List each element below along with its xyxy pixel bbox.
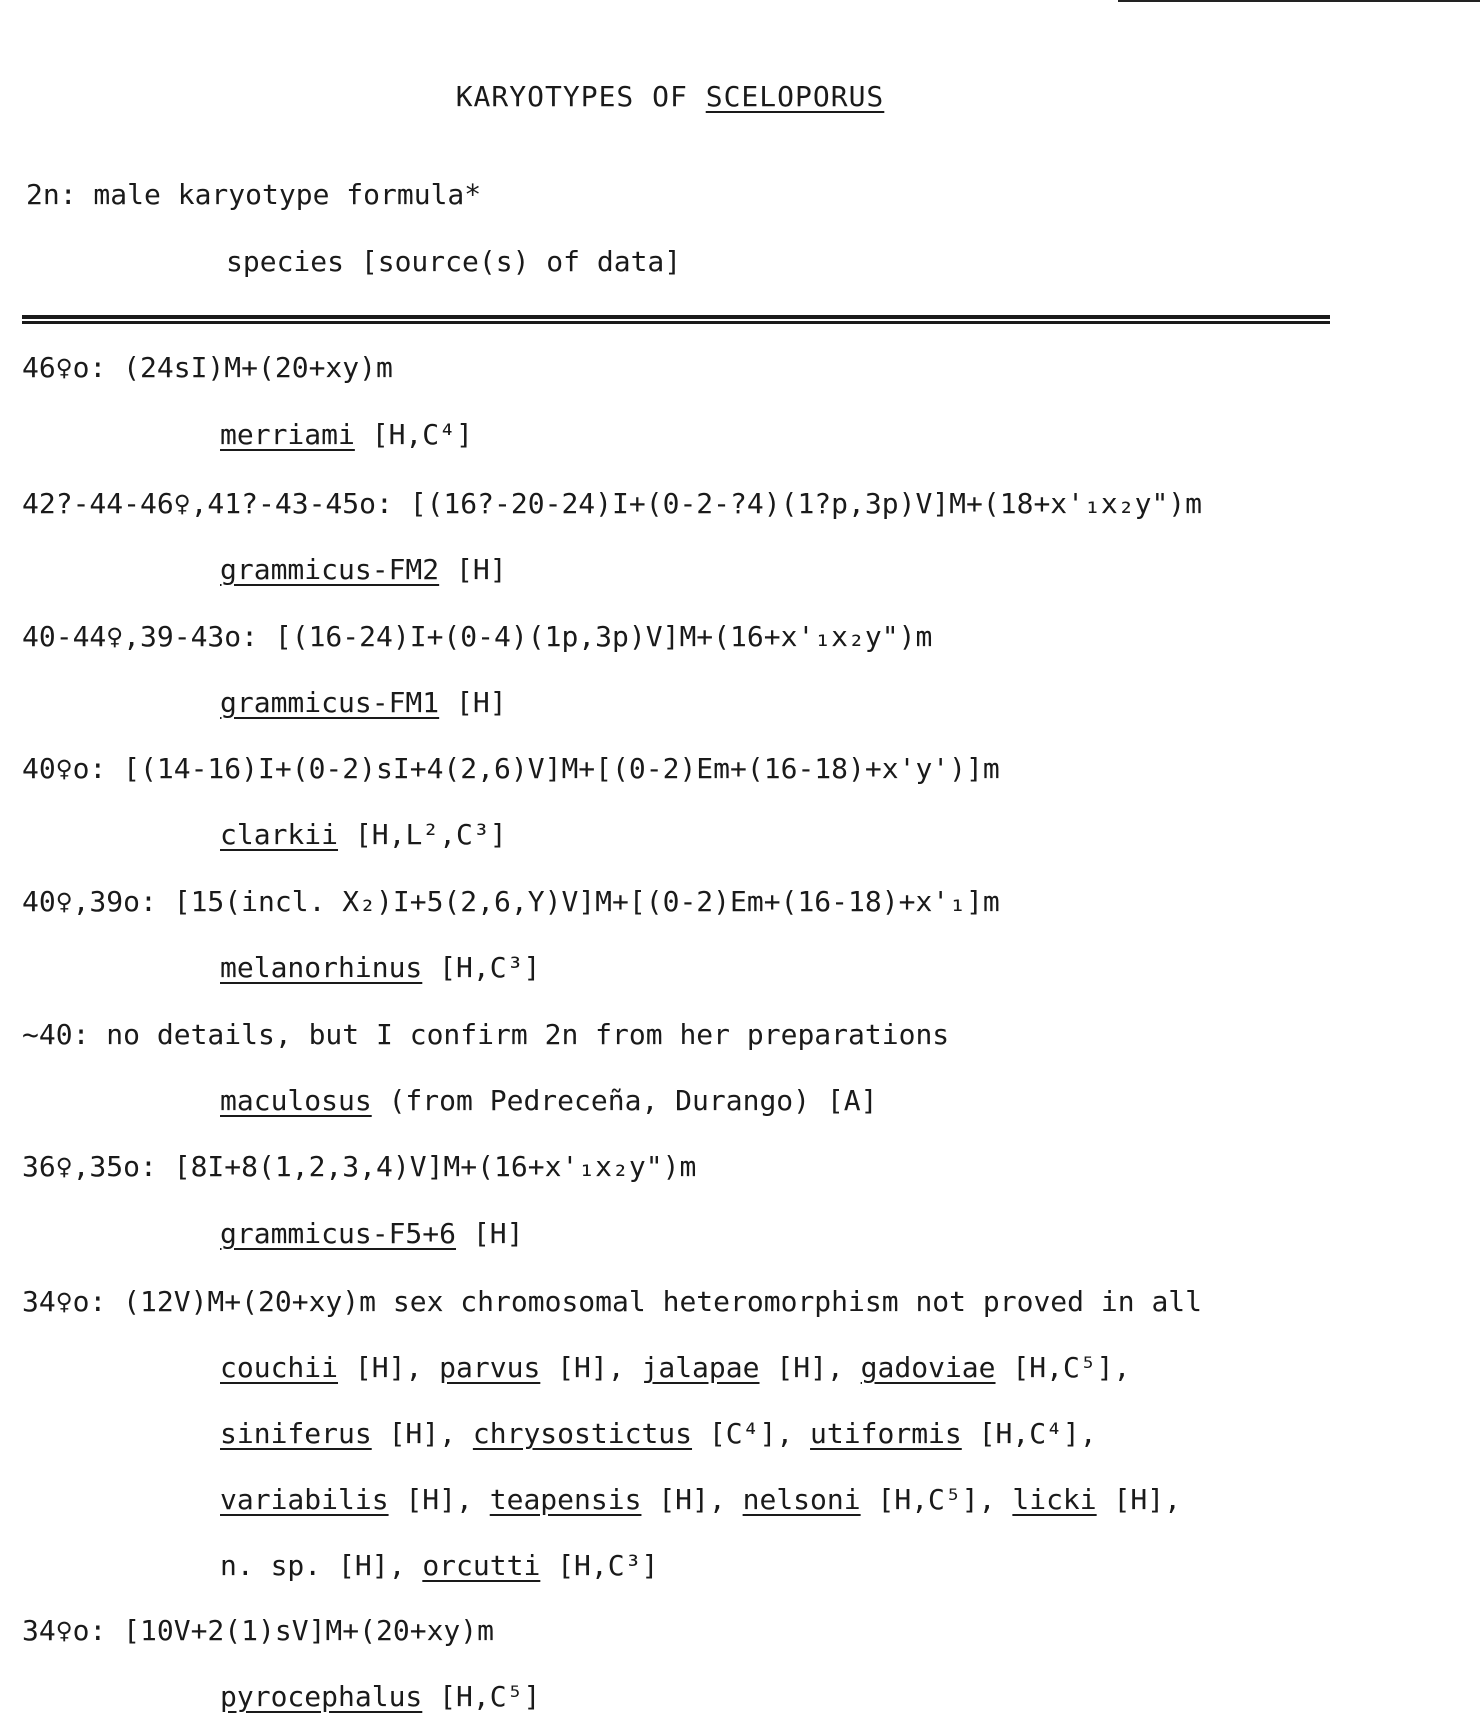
species-source: [C⁴], bbox=[708, 1417, 794, 1450]
legend-line-formula: 2n: male karyotype formula* bbox=[26, 178, 482, 211]
species-source: [H,C³] bbox=[557, 1549, 659, 1582]
species-name: nelsoni bbox=[742, 1483, 861, 1516]
species-source: [H] bbox=[456, 686, 507, 719]
species-name: clarkii bbox=[220, 818, 339, 851]
species-source: [H], bbox=[388, 1417, 457, 1450]
corner-rule bbox=[1118, 0, 1480, 2]
species-name: grammicus-F5+6 bbox=[220, 1217, 457, 1250]
entry-formula: 46♀o: (24sI)M+(20+xy)m bbox=[22, 351, 393, 384]
entry-species-line bbox=[220, 1680, 540, 1713]
species-source: [H], bbox=[1113, 1483, 1181, 1516]
entry-formula: 34♀o: (12V)M+(20+xy)m sex chromosomal heteromorphism not proved in all bbox=[22, 1285, 1203, 1318]
species-name: utiformis bbox=[810, 1417, 962, 1450]
species-source: [H] bbox=[472, 1217, 524, 1250]
title-genus: SCELOPORUS bbox=[705, 80, 885, 113]
species-source: (from Pedreceña, Durango) [A] bbox=[388, 1084, 878, 1117]
entry-species-line bbox=[220, 1549, 658, 1582]
species-source: [H,C³] bbox=[439, 951, 541, 984]
entry-species-line bbox=[220, 1417, 1097, 1450]
species-name: variabilis bbox=[220, 1483, 389, 1516]
legend-line-species: species [source(s) of data] bbox=[226, 245, 682, 278]
species-name: chrysostictus bbox=[472, 1417, 693, 1450]
entry-formula: 34♀o: [10V+2(1)sV]M+(20+xy)m bbox=[22, 1614, 495, 1647]
title-prefix: KARYOTYPES OF bbox=[455, 80, 706, 113]
species-name: jalapae bbox=[641, 1351, 760, 1384]
species-source: [H,C⁴] bbox=[371, 418, 473, 451]
species-name: melanorhinus bbox=[220, 951, 423, 984]
species-name: grammicus-FM2 bbox=[220, 553, 440, 586]
species-name: grammicus-FM1 bbox=[220, 686, 440, 719]
entry-species-line bbox=[220, 1084, 877, 1117]
entry-species-line bbox=[220, 553, 507, 586]
species-name: pyrocephalus bbox=[220, 1680, 423, 1713]
entry-formula: 40-44♀,39-43o: [(16-24)I+(0-4)(1p,3p)V]M+(16+x'₁x₂y")m bbox=[22, 620, 933, 653]
species-name: orcutti bbox=[422, 1549, 541, 1582]
entry-species-line bbox=[220, 418, 473, 451]
species-source: [H,C⁴], bbox=[978, 1417, 1097, 1450]
entry-formula: 40♀,39o: [15(incl. X₂)I+5(2,6,Y)V]M+[(0-2)Em+(16-18)+x'₁]m bbox=[22, 885, 1000, 918]
species-source: [H,C⁵], bbox=[1012, 1351, 1131, 1384]
species-name: merriami bbox=[220, 418, 355, 451]
species-source: [H], bbox=[338, 1549, 406, 1582]
species-source: [H] bbox=[456, 553, 507, 586]
species-source: [H], bbox=[405, 1483, 473, 1516]
entry-species-line bbox=[220, 1483, 1181, 1516]
entry-formula: 40♀o: [(14-16)I+(0-2)sI+4(2,6)V]M+[(0-2)Em+(16-18)+x'y')]m bbox=[22, 752, 1000, 785]
species-name: gadoviae bbox=[860, 1351, 996, 1384]
species-name: parvus bbox=[439, 1351, 541, 1384]
entry-formula: 42?-44-46♀,41?-43-45o: [(16?-20-24)I+(0-2-?4)(1?p,3p)V]M+(18+x'₁x₂y")m bbox=[22, 487, 1203, 520]
species-source: [H,L²,C³] bbox=[354, 818, 507, 851]
species-source: [H,C⁵] bbox=[439, 1680, 541, 1713]
species-name: siniferus bbox=[220, 1417, 372, 1450]
species-source: [H,C⁵], bbox=[877, 1483, 996, 1516]
entry-species-line bbox=[220, 1217, 523, 1250]
entry-species-line bbox=[220, 951, 540, 984]
species-name: maculosus bbox=[220, 1084, 372, 1117]
species-source: [H], bbox=[557, 1351, 625, 1384]
species-source: [H], bbox=[776, 1351, 844, 1384]
entry-species-line bbox=[220, 818, 507, 851]
entry-species-line bbox=[220, 1351, 1130, 1384]
species-name: teapensis bbox=[489, 1483, 642, 1516]
species-name: licki bbox=[1012, 1483, 1097, 1516]
entry-species-line bbox=[220, 686, 507, 719]
species-source: [H], bbox=[354, 1351, 423, 1384]
entry-formula: 36♀,35o: [8I+8(1,2,3,4)V]M+(16+x'₁x₂y")m bbox=[22, 1150, 697, 1183]
species-source: [H], bbox=[658, 1483, 726, 1516]
entry-formula: ~40: no details, but I confirm 2n from her preparations bbox=[22, 1018, 950, 1051]
species-name: couchii bbox=[220, 1351, 339, 1384]
double-rule-divider bbox=[22, 315, 1330, 324]
species-name: n. sp. bbox=[220, 1549, 322, 1582]
page-title bbox=[0, 80, 1340, 113]
